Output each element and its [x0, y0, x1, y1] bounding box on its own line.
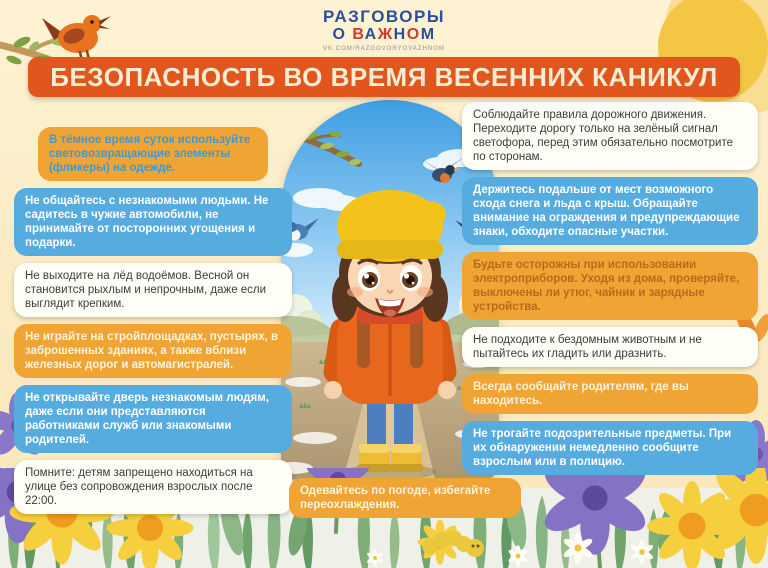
- logo-line2: О ВАЖНОМ: [332, 26, 436, 44]
- poster-title: БЕЗОПАСНОСТЬ ВО ВРЕМЯ ВЕСЕННИХ КАНИКУЛ: [28, 57, 740, 97]
- tip-card: Не играйте на стройплощадках, пустырях, в заброшенных зданиях, а также вблизи железных дорог и автомагистралей.: [14, 324, 292, 378]
- left-tips-column: [14, 127, 292, 514]
- tip-card: Всегда сообщайте родителям, где вы находитесь.: [462, 374, 758, 414]
- logo: [0, 8, 768, 52]
- logo-line1: РАЗГОВОРЫ: [323, 7, 445, 26]
- tip-card: Не выходите на лёд водоёмов. Весной он становится рыхлым и непрочным, даже если выглядит крепким.: [14, 263, 292, 317]
- tip-card: Будьте осторожны при использовании электроприборов. Уходя из дома, проверяйте, выключены ли утюг, чайник и зарядные устройства.: [462, 252, 758, 320]
- tip-card: Соблюдайте правила дорожного движения. Переходите дорогу только на зелёный сигнал светофора, перед этим обязательно посмотрите по сторонам.: [462, 102, 758, 170]
- tip-card: Не подходите к бездомным животным и не пытайтесь их гладить или дразнить.: [462, 327, 758, 367]
- tip-card: Не общайтесь с незнакомыми людьми. Не садитесь в чужие автомобили, не принимайте от посторонних угощения и подарки.: [14, 188, 292, 256]
- tip-card: Помните: детям запрещено находиться на улице без сопровождения взрослых после 22:00.: [14, 460, 292, 514]
- logo-caption: VK.COM/RAZGOVORYOVAZHNOM: [323, 45, 445, 52]
- tip-card: Держитесь подальше от мест возможного схода снега и льда с крыш. Обращайте внимание на ограждения и предупреждающие знаки, обходите опасные участки.: [462, 177, 758, 245]
- tip-card-bottom: Одевайтесь по погоде, избегайте переохлаждения.: [289, 478, 521, 518]
- tip-card: Не трогайте подозрительные предметы. При их обнаружении немедленно сообщите взрослым или в полицию.: [462, 421, 758, 475]
- right-tips-column: [462, 102, 758, 475]
- girl-head: [332, 190, 448, 322]
- tip-card: В тёмное время суток используйте световозвращающие элементы (фликеры) на одежде.: [38, 127, 268, 181]
- tip-card: Не открывайте дверь незнакомым людям, даже если они представляются работниками служб или знакомыми родителей.: [14, 385, 292, 453]
- girl-jeans: [367, 396, 386, 452]
